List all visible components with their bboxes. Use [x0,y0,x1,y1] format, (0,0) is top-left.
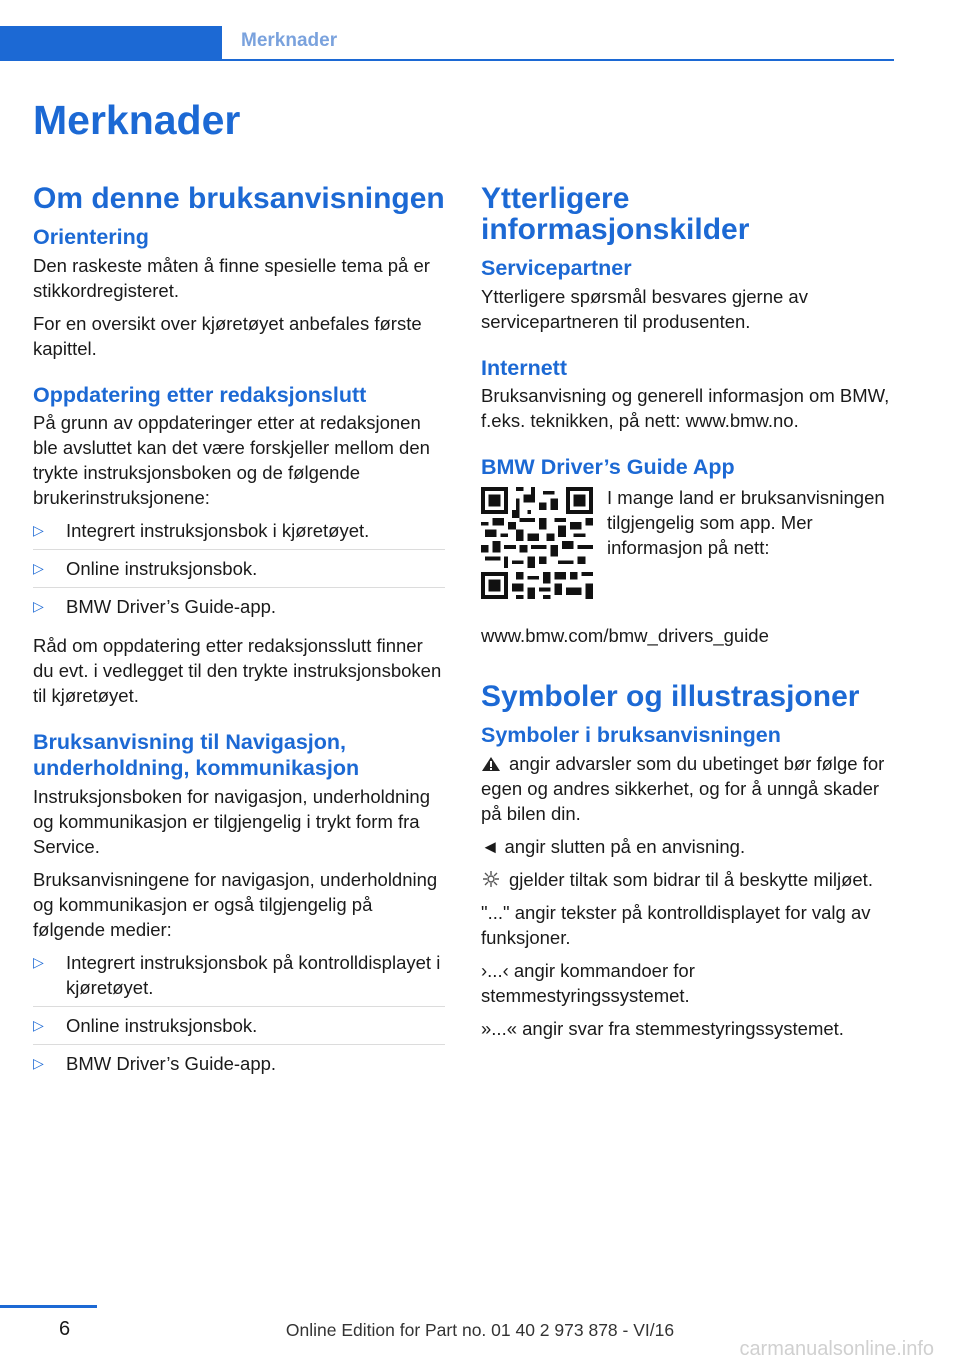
page-title: Merknader [33,97,241,143]
triangle-bullet-icon: ▷ [33,560,44,577]
paragraph: På grunn av oppdateringer etter at redaksjonen ble avsluttet kan det være forskjeller mellom den trykte instruksjonsboken og de følgende brukerinstruksjonene: [33,412,430,509]
list-item: ▷ BMW Driver’s Guide-app. [33,596,277,618]
footer-rule [0,1305,97,1308]
paragraph: Råd om oppdatering etter redaksjonsslutt finner du evt. i vedlegget til den trykte instruksjonsboken til kjøretøyet. [33,635,442,707]
footer-edition: Online Edition for Part no. 01 40 2 973 878 - VI/16 [285,1320,675,1340]
app-block [481,487,893,599]
list-item: ▷ BMW Driver’s Guide-app. [33,1053,277,1075]
paragraph-voice-command: ›...‹ angir kommandoer for stemmestyringssystemet. [481,959,695,1006]
triangle-bullet-icon: ▷ [33,954,44,971]
paragraph-environment: gjelder tiltak som bidrar til å beskytte miljøet. [481,867,893,892]
heading-oppdatering: Oppdatering etter redaksjonslutt [33,382,367,407]
bullet-list [33,950,445,1082]
triangle-bullet-icon: ▷ [33,1055,44,1072]
left-column [33,184,445,1090]
paragraph-warning: angir advarsler som du ubetinget bør følge for egen og andres sikkerhet, og for å unngå skader på bilen din. [481,752,885,824]
paragraph-display-text: "..." angir tekster på kontrolldisplayet for valg av funksjoner. [481,901,871,948]
list-item: ▷ Online instruksjonsbok. [33,556,445,588]
page-number: 6 [59,1318,71,1340]
section-title-informasjonskilder: Ytterligere informasjonskilder [481,182,750,246]
heading-orientering: Orientering [33,224,149,249]
triangle-bullet-icon: ▷ [33,1017,44,1034]
paragraph: Bruksanvisningene for navigasjon, underholdning og kommunikasjon er også tilgjengelig på følgende medier: [33,869,438,941]
paragraph: Den raskeste måten å finne spesielle tema på er stikkordregisteret. [33,254,430,301]
header-color-bar [0,26,222,61]
warning-triangle-icon [481,756,501,772]
triangle-bullet-icon: ▷ [33,522,44,539]
app-url: www.bmw.com/bmw_drivers_guide [481,625,769,647]
app-description: I mange land er bruksanvisningen tilgjengelig som app. Mer informasjon på nett: [607,487,885,559]
paragraph: Instruksjonsboken for navigasjon, underholdning og kommunikasjon er tilgjengelig i trykt form fra Service. [33,786,430,858]
right-column [481,184,893,1049]
heading-app: BMW Driver’s Guide App [481,455,735,480]
heading-navigasjon: Bruksanvisning til Navigasjon, underholdning, kommunikasjon [33,730,360,781]
section-title-symboler: Symboler og illustrasjoner [481,680,860,714]
heading-symboler: Symboler i bruksanvisningen [481,723,781,748]
environment-icon [481,869,501,889]
list-item: ▷ Online instruksjonsbok. [33,1013,445,1045]
paragraph: Ytterligere spørsmål besvares gjerne av servicepartneren til produsenten. [481,285,808,332]
paragraph-voice-response: »...« angir svar fra stemmestyringssystemet. [481,1017,844,1039]
heading-servicepartner: Servicepartner [481,255,632,280]
header-rule [222,59,894,61]
section-title-om-bruksanvisningen: Om denne bruksanvisningen [33,182,445,215]
list-item: ▷ Integrert instruksjonsbok i kjøretøyet. [33,518,445,550]
heading-internett: Internett [481,355,567,380]
watermark: carmanualsonline.info [739,1338,934,1360]
paragraph: Bruksanvisning og generell informasjon om BMW, f.eks. teknikken, på nett: www.bmw.no. [481,385,890,432]
qr-code-icon [481,487,593,599]
bullet-list [33,518,445,625]
paragraph: For en oversikt over kjøretøyet anbefales første kapittel. [33,312,422,359]
triangle-bullet-icon: ▷ [33,598,44,615]
list-item: ▷ Integrert instruksjonsbok på kontrolldisplayet i kjøretøyet. [33,950,445,1007]
paragraph-end-marker: ◄ angir slutten på en anvisning. [481,835,746,857]
running-header: Merknader [241,30,338,51]
